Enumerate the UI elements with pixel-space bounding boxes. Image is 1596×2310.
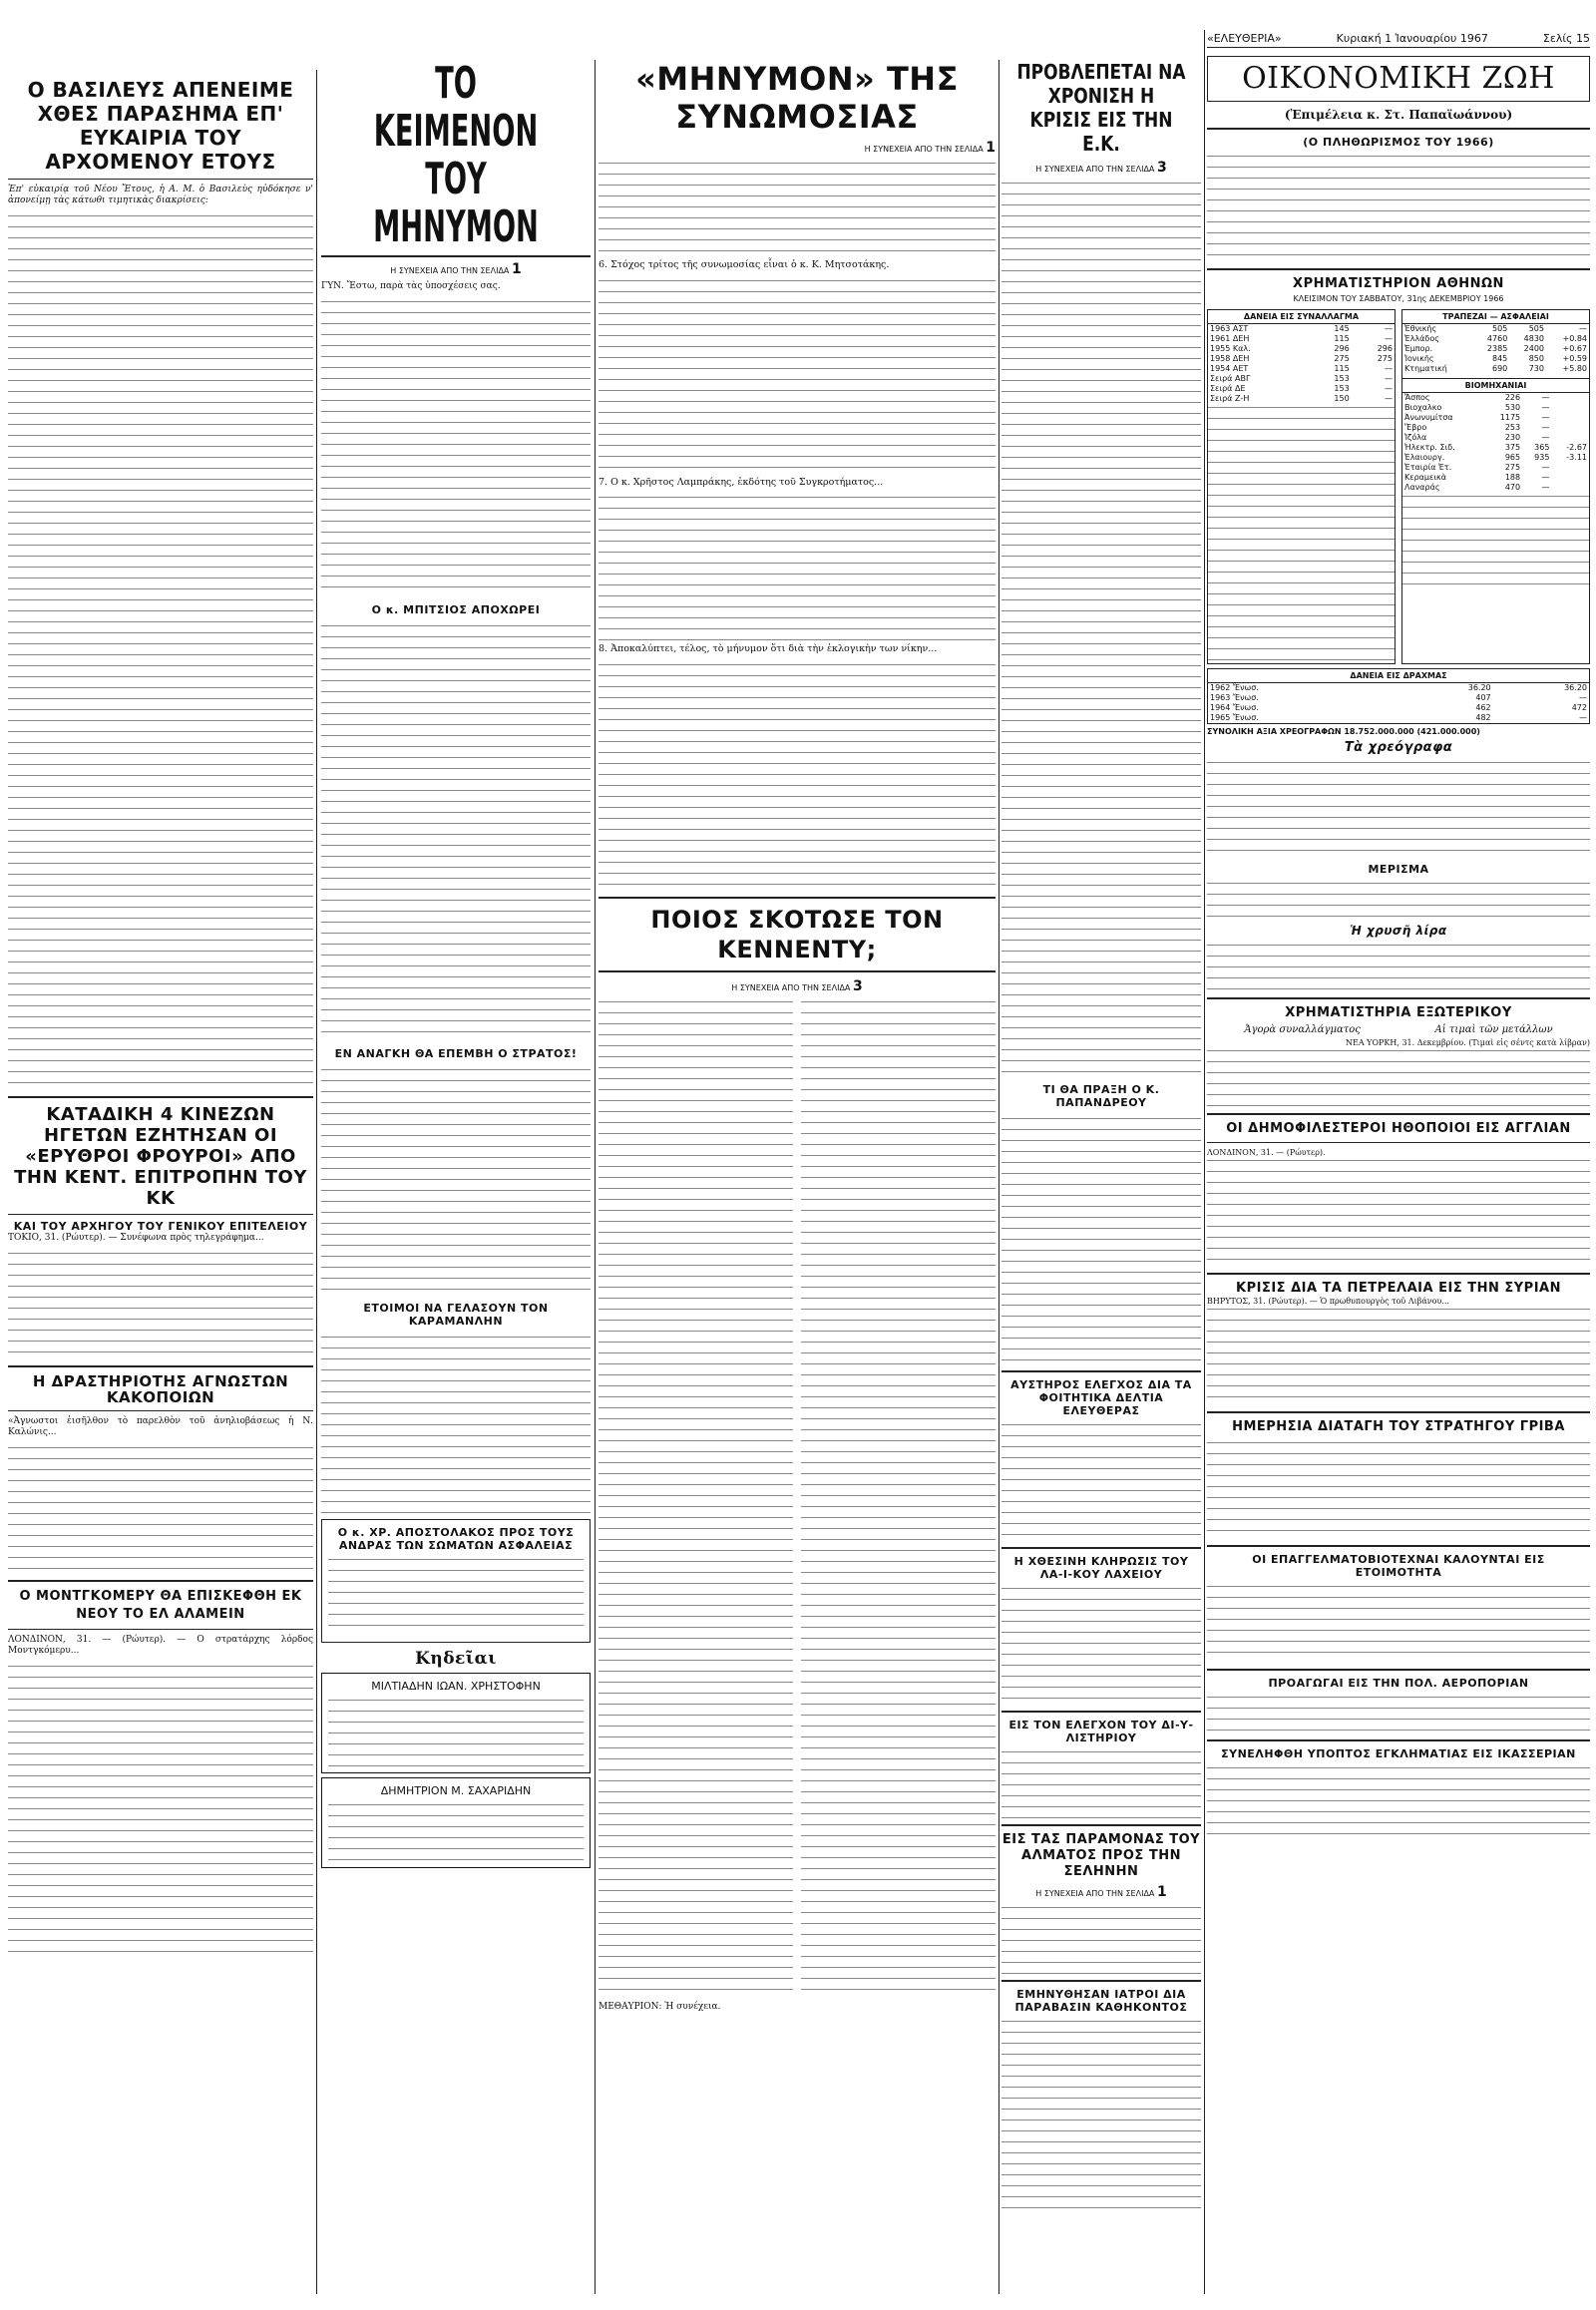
industries-row: [1402, 473, 1589, 483]
drachma-row-cell: 482: [1475, 713, 1491, 722]
loans-table: [1208, 324, 1395, 404]
industries-row-cell: 470: [1504, 483, 1521, 492]
industries-row-cell: Ἐταιρία Ἐτ.: [1404, 463, 1452, 472]
headline-student-cards: ΑΥΣΤΗΡΟΣ ΕΛΕΓΧΟΣ ΔΙΑ ΤΑ ΦΟΙΤΗΤΙΚΑ ΔΕΛΤΙΑ ΕΛΕΥΘΕΡΑΣ: [1010, 1378, 1192, 1417]
banks-row-cell: 4760: [1486, 334, 1508, 343]
article-body: [598, 494, 996, 643]
headline-unknown-criminals: Η ΔΡΑΣΤΗΡΙΟΤΗΣ ΑΓΝΩΣΤΩΝ ΚΑΚΟΠΟΙΩΝ: [32, 1372, 289, 1406]
banks-table: [1402, 324, 1589, 374]
article-body: [1207, 1047, 1590, 1107]
article-body-left: [598, 998, 793, 1996]
gold-title: Ἡ χρυσῆ λίρα: [1350, 924, 1447, 938]
loans-row-cell: 1955 Καλ.: [1210, 344, 1251, 353]
article-body: [1001, 2018, 1201, 2217]
article-body: [321, 1334, 591, 1513]
banks-row: [1402, 344, 1589, 354]
lead-paragraph: Ἐπ' εὐκαιρίᾳ τοῦ Νέου Ἔτους, ἡ Α. Μ. ὁ Βασιλεὺς ηὐδόκησε ν' ἀπονείμῃ τὰς κάτωθι τιμητικὰς διακρίσεις:: [8, 185, 313, 205]
section-title-economy: ΟΙΚΟΝΟΜΙΚΗ ΖΩΗ: [1242, 61, 1555, 96]
continuation-page: 3: [1156, 160, 1167, 176]
industries-row-cell: Ἐλαιουργ.: [1404, 453, 1445, 462]
banks-row: [1402, 334, 1589, 344]
article-body: [1207, 942, 1590, 991]
headline-arrest: ΣΥΝΕΛΗΦΘΗ ΥΠΟΠΤΟΣ ΕΓΚΛΗΜΑΤΙΑΣ ΕΙΣ ΙΚΑΣΣΕΡΙΑΝ: [1221, 1747, 1576, 1760]
column-1: [8, 78, 313, 1962]
continuation-page: 1: [511, 261, 522, 277]
foreign-exchange-title: ΧΡΗΜΑΤΙΣΤΗΡΙΑ ΕΞΩΤΕΡΙΚΟΥ: [1285, 1005, 1512, 1020]
loans-row-cell: Σειρά Ζ-Η: [1210, 394, 1250, 403]
industries-row: [1402, 423, 1589, 433]
headline-moon: ΕΙΣ ΤΑΣ ΠΑΡΑΜΟΝΑΣ ΤΟΥ ΑΛΜΑΤΟΣ ΠΡΟΣ ΤΗΝ ΣΕΛΗΝΗΝ: [1001, 1832, 1201, 1879]
banks-row: [1402, 324, 1589, 334]
ny-dateline: ΝΕΑ ΥΟΡΚΗ, 31. Δεκεμβρίου. (Τιμαὶ εἰς σέντς κατὰ λίβραν): [1346, 1038, 1590, 1047]
loans-row-cell: 296: [1377, 344, 1393, 353]
article-body: [1207, 1583, 1590, 1663]
industries-row-cell: 1175: [1499, 413, 1521, 422]
total-value-line: ΣΥΝΟΛΙΚΗ ΑΞΙΑ ΧΡΕΟΓΡΑΦΩΝ 18.752.000.000 (421.000.000): [1207, 727, 1480, 736]
banks-row: [1402, 364, 1589, 374]
industries-row-cell: —: [1541, 463, 1550, 472]
drachma-row-cell: 472: [1571, 703, 1587, 712]
loans-row-cell: —: [1385, 334, 1393, 343]
headline-king-awards: Ο ΒΑΣΙΛΕΥΣ ΑΠΕΝΕΙΜΕ ΧΘΕΣ ΠΑΡΑΣΗΜΑ ΕΠ' ΕΥΚΑΙΡΙΑ ΤΟΥ ΑΡΧΟΜΕΝΟΥ ΕΤΟΥΣ: [27, 78, 294, 174]
continuation-note: Η ΣΥΝΕΧΕΙΑ ΑΠΟ ΤΗΝ ΣΕΛΙΔΑ 1: [390, 261, 522, 277]
loans-row-cell: 150: [1334, 394, 1350, 403]
industries-row: [1402, 443, 1589, 453]
funeral-name-1: ΜΙΛΤΙΑΔΗΝ ΙΩΑΝ. ΧΡΗΣΤΟΦΗΝ: [371, 1680, 541, 1693]
funerals-title: Κηδεῖαι: [415, 1649, 497, 1669]
column-rule: [316, 70, 317, 2294]
industries-row-cell: —: [1541, 393, 1550, 402]
industries-row-cell: —: [1541, 413, 1550, 422]
subhead-papandreou: ΤΙ ΘΑ ΠΡΑΞΗ Ο Κ. ΠΑΠΑΝΔΡΕΟΥ: [1042, 1083, 1160, 1109]
loans-row-cell: 115: [1334, 334, 1350, 343]
industries-table: [1402, 393, 1589, 493]
drachma-row-cell: 1962 Ἔνωσ.: [1210, 683, 1259, 692]
loans-row-cell: 153: [1334, 374, 1350, 383]
column-rule: [998, 60, 999, 2294]
loans-row-cell: 1954 ΑΕΤ: [1210, 364, 1249, 373]
foreign-sub: Ἀγορὰ συναλλάγματος: [1244, 1024, 1361, 1035]
drachma-row-cell: —: [1579, 713, 1587, 722]
subhead-army: ΕΝ ΑΝΑΓΚΗ ΘΑ ΕΠΕΜΒΗ Ο ΣΤΡΑΤΟΣ!: [334, 1047, 578, 1060]
loans-row: [1208, 364, 1395, 374]
loans-row-cell: —: [1385, 324, 1393, 333]
industries-row: [1402, 413, 1589, 423]
dateline-london: ΛΟΝΔΙΝΟΝ, 31. — (Ρώυτερ). — Ο στρατάρχης λόρδος Μοντγκόμερυ...: [8, 1635, 313, 1656]
industries-row: [1402, 463, 1589, 473]
banks-row-cell: 2400: [1523, 344, 1544, 353]
dialogue-line: ΓΥΝ. Ἔστω, παρὰ τὰς ὑποσχέσεις σας.: [321, 281, 501, 291]
industries-row-cell: Ἄσπος: [1404, 393, 1430, 402]
exchange-title: ΧΡΗΜΑΤΙΣΤΗΡΙΟΝ ΑΘΗΝΩΝ: [1293, 276, 1504, 291]
industries-row-cell: 935: [1534, 453, 1550, 462]
banks-row-cell: Ἐθνικῆς: [1404, 324, 1437, 333]
masthead-paper: «ΕΛΕΥΘΕΡΙΑ»: [1207, 32, 1282, 45]
industries-row-cell: 226: [1504, 393, 1521, 402]
article-body: [321, 298, 591, 597]
industries-row-cell: 230: [1504, 433, 1521, 442]
industries-row: [1402, 403, 1589, 413]
banks-row-cell: 4830: [1523, 334, 1544, 343]
loans-row: [1208, 334, 1395, 344]
bonds-title: Τὰ χρεόγραφα: [1344, 740, 1453, 755]
banks-row-cell: 850: [1528, 354, 1544, 363]
headline-chinese-leaders: ΚΑΤΑΔΙΚΗ 4 ΚΙΝΕΖΩΝ ΗΓΕΤΩΝ ΕΖΗΤΗΣΑΝ ΟΙ «ΕΡΥΘΡΟΙ ΦΡΟΥΡΟΙ» ΑΠΟ ΤΗΝ ΚΕΝΤ. ΕΠΙΤΡΟΠΗΝ ΤΟΥ ΚΚ: [14, 1104, 307, 1209]
headline-grivas: ΗΜΕΡΗΣΙΑ ΔΙΑΤΑΓΗ ΤΟΥ ΣΤΡΑΤΗΓΟΥ ΓΡΙΒΑ: [1232, 1419, 1565, 1434]
loans-row-cell: Σειρά ΔΕ: [1210, 384, 1246, 393]
subhead-mpitsios: Ο κ. ΜΠΙΤΣΙΟΣ ΑΠΟΧΩΡΕΙ: [371, 603, 541, 616]
article-body: [1207, 759, 1590, 859]
industries-row-cell: —: [1541, 423, 1550, 432]
metals-sub: Αἱ τιμαὶ τῶν μετάλλων: [1434, 1024, 1553, 1035]
column-2: [321, 60, 591, 1872]
article-body: [8, 1250, 313, 1359]
drachma-table: [1208, 683, 1589, 723]
industries-row: [1402, 453, 1589, 463]
article-body: [321, 622, 591, 1041]
banks-row-cell: 845: [1492, 354, 1508, 363]
banks-row-cell: Ἰονικῆς: [1404, 354, 1434, 363]
continuation-note: Η ΣΥΝΕΧΕΙΑ ΑΠΟ ΤΗΝ ΣΕΛΙΔΑ 1: [864, 140, 996, 156]
loans-row-cell: 1961 ΔΕΗ: [1210, 334, 1250, 343]
article-body: [321, 1066, 591, 1296]
industries-row-cell: Ἔβρο: [1404, 423, 1427, 432]
article-body: [1001, 1421, 1201, 1541]
drachma-row-cell: —: [1579, 693, 1587, 702]
loans-row: [1208, 344, 1395, 354]
article-body: [1207, 1306, 1590, 1405]
loans-row: [1208, 324, 1395, 334]
banks-row-cell: Ἐμπορ.: [1404, 344, 1433, 353]
drachma-row-cell: 407: [1475, 693, 1491, 702]
loans-row-cell: 115: [1334, 364, 1350, 373]
industries-row-cell: Ἠλεκτρ. Σιδ.: [1404, 443, 1455, 452]
banks-row-cell: 505: [1528, 324, 1544, 333]
loans-row-cell: 1963 ΑΣΤ: [1210, 324, 1249, 333]
industries-row: [1402, 433, 1589, 443]
article-body: [1001, 1748, 1201, 1818]
industries-row-cell: —: [1541, 403, 1550, 412]
loans-row-cell: 275: [1377, 354, 1393, 363]
article-body: [8, 1444, 313, 1574]
headline-filter: ΕΙΣ ΤΟΝ ΕΛΕΓΧΟΝ ΤΟΥ ΔΙ-Υ-ΛΙΣΤΗΡΙΟΥ: [1008, 1719, 1194, 1744]
headline-conspiracy-message: «ΜΗΝΥΜΟΝ» ΤΗΣ ΣΥΝΩΜΟΣΙΑΣ: [635, 60, 959, 136]
headline-craftsmen: ΟΙ ΕΠΑΓΓΕΛΜΑΤΟΒΙΟΤΕΧΝΑΙ ΚΑΛΟΥΝΤΑΙ ΕΙΣ ΕΤΟΙΜΟΤΗΤΑ: [1252, 1553, 1545, 1579]
drachma-row-cell: 36.20: [1564, 683, 1587, 692]
banks-row-cell: 730: [1528, 364, 1544, 373]
headline-airforce: ΠΡΟΑΓΩΓΑΙ ΕΙΣ ΤΗΝ ΠΟΛ. ΑΕΡΟΠΟΡΙΑΝ: [1268, 1677, 1529, 1690]
banks-row-cell: Ἑλλάδος: [1404, 334, 1439, 343]
article-body: [1207, 1157, 1590, 1267]
drachma-row-cell: 1964 Ἔνωσ.: [1210, 703, 1259, 712]
headline-lottery: Η ΧΘΕΣΙΝΗ ΚΛΗΡΩΣΙΣ ΤΟΥ ΛΑ-Ι-ΚΟΥ ΛΑΧΕΙΟΥ: [1013, 1555, 1189, 1581]
loans-row-cell: 145: [1334, 324, 1350, 333]
industries-row-cell: Ἰζόλα: [1404, 433, 1427, 442]
article-body: [598, 277, 996, 477]
subhead-inflation: (Ο ΠΛΗΘΩΡΙΣΜΟΣ ΤΟΥ 1966): [1303, 136, 1494, 149]
tomorrow-note: ΜΕΘΑΥΡΙΟΝ: Ἡ συνέχεια.: [598, 2001, 721, 2012]
actors-dateline: ΛΟΝΔΙΝΟΝ, 31. — (Ρώυτερ).: [1207, 1148, 1326, 1157]
article-body: [8, 212, 313, 1090]
drachma-row-cell: 1965 Ἔνωσ.: [1210, 713, 1259, 722]
banks-header: ΤΡΑΠΕΖΑΙ — ΑΣΦΑΛΕΙΑΙ: [1402, 310, 1589, 324]
continuation-note: Η ΣΥΝΕΧΕΙΑ ΑΠΟ ΤΗΝ ΣΕΛΙΔΑ 1: [1035, 1884, 1167, 1900]
headline-syria: ΚΡΙΣΙΣ ΔΙΑ ΤΑ ΠΕΤΡΕΛΑΙΑ ΕΙΣ ΤΗΝ ΣΥΡΙΑΝ: [1236, 1281, 1561, 1296]
loans-row-cell: —: [1385, 364, 1393, 373]
headline-actors: ΟΙ ΔΗΜΟΦΙΛΕΣΤΕΡΟΙ ΗΘΟΠΟΙΟΙ ΕΙΣ ΑΓΓΛΙΑΝ: [1226, 1121, 1571, 1136]
loans-row: [1208, 384, 1395, 394]
industries-row-cell: 965: [1504, 453, 1521, 462]
loans-row-cell: 153: [1334, 384, 1350, 393]
box-apostolakos: Ο κ. ΧΡ. ΑΠΟΣΤΟΛΑΚΟΣ ΠΡΟΣ ΤΟΥΣ ΑΝΔΡΑΣ ΤΩΝ ΣΩΜΑΤΩΝ ΑΣΦΑΛΕΙΑΣ: [337, 1526, 575, 1552]
banks-row-cell: +0.67: [1562, 344, 1587, 353]
industries-row-cell: Κεραμεικὰ: [1404, 473, 1447, 482]
headline-crisis-ek: ΠΡΟΒΛΕΠΕΤΑΙ ΝΑ ΧΡΟΝΙΣΗ Η ΚΡΙΣΙΣ ΕΙΣ ΤΗΝ Ε.Κ.: [1016, 60, 1186, 156]
continuation-note: Η ΣΥΝΕΧΕΙΑ ΑΠΟ ΤΗΝ ΣΕΛΙΔΑ 3: [731, 977, 863, 994]
industries-row-cell: 275: [1504, 463, 1521, 472]
industries-row-cell: Βιοχαλκο: [1404, 403, 1442, 412]
subhead-chief-of-staff: ΚΑΙ ΤΟΥ ΑΡΧΗΓΟΥ ΤΟΥ ΓΕΝΙΚΟΥ ΕΠΙΤΕΛΕΙΟΥ: [13, 1220, 308, 1233]
drachma-row: [1208, 683, 1589, 693]
continuation-page: 3: [852, 977, 863, 994]
article-body-right: [801, 998, 996, 1996]
loans-row: [1208, 394, 1395, 404]
loans-row-cell: 296: [1334, 344, 1350, 353]
industries-row-cell: 365: [1534, 443, 1550, 452]
column-3: [598, 60, 996, 2019]
headline-montgomery: Ο ΜΟΝΤΓΚΟΜΕΡΥ ΘΑ ΕΠΙΣΚΕΦΘΗ ΕΚ ΝΕΟΥ ΤΟ ΕΛ ΑΛΑΜΕΙΝ: [19, 1589, 302, 1622]
article-body: [1001, 1585, 1201, 1705]
article-body: [598, 160, 996, 259]
column-5: [1207, 32, 1590, 1834]
industries-row-cell: —: [1541, 473, 1550, 482]
industries-row-cell: -2.67: [1566, 443, 1587, 452]
drachma-header: ΔΑΝΕΙΑ ΕΙΣ ΔΡΑΧΜΑΣ: [1208, 669, 1589, 683]
loans-row-cell: 275: [1334, 354, 1350, 363]
loans-header: ΔΑΝΕΙΑ ΕΙΣ ΣΥΝΑΛΛΑΓΜΑ: [1208, 310, 1395, 324]
headline-message-text-bottom: ΤΟΥ ΜΗΝΥΜΟΝ: [373, 154, 539, 252]
masthead-date: Κυριακή 1 Ἰανουαρίου 1967: [1336, 32, 1488, 45]
banks-row-cell: 690: [1492, 364, 1508, 373]
point-6: 6. Στόχος τρίτος τῆς συνωμοσίας εἶναι ὁ κ. Κ. Μητσοτάκης.: [598, 259, 890, 270]
article-body: [1207, 1439, 1590, 1539]
headline-doctors: ΕΜΗΝΥΘΗΣΑΝ ΙΑΤΡΟΙ ΔΙΑ ΠΑΡΑΒΑΣΙΝ ΚΑΘΗΚΟΝΤΟΣ: [1014, 1988, 1188, 2014]
masthead-page: Σελίς 15: [1542, 32, 1590, 45]
industries-row: [1402, 393, 1589, 403]
point-7: 7. Ο κ. Χρῆστος Λαμπράκης, ἐκδότης τοῦ Συγκροτήματος...: [598, 476, 884, 488]
banks-row-cell: 505: [1492, 324, 1508, 333]
subhead-karamanlis: ΕΤΟΙΜΟΙ ΝΑ ΓΕΛΑΣΟΥΝ ΤΟΝ ΚΑΡΑΜΑΝΛΗΝ: [363, 1302, 549, 1328]
lead-criminals: «Ἀγνωστοι ἐισῆλθον τὸ παρελθὸν τοῦ ἀνηλιοβάσεως ἡ Ν. Καλώνις...: [8, 1416, 313, 1437]
article-body: [8, 1663, 313, 1962]
article-body: [1001, 1904, 1201, 1974]
exchange-sub: ΚΛΕΙΣΙΜΟΝ ΤΟΥ ΣΑΒΒΑΤΟΥ, 31ης ΔΕΚΕΜΒΡΙΟΥ 1966: [1293, 294, 1504, 303]
loans-row-cell: 1958 ΔΕΗ: [1210, 354, 1250, 363]
column-4: [1001, 60, 1201, 2217]
banks-row-cell: +5.80: [1562, 364, 1587, 373]
loans-row-cell: —: [1385, 384, 1393, 393]
article-body: [1207, 153, 1590, 262]
banks-row-cell: —: [1579, 324, 1587, 333]
loans-row-cell: Σειρά ΑΒΓ: [1210, 374, 1251, 383]
drachma-row: [1208, 693, 1589, 703]
dividend-title: ΜΕΡΙΣΜΑ: [1368, 863, 1429, 876]
column-rule: [1204, 30, 1205, 2294]
industries-row-cell: Λαναράς: [1404, 483, 1440, 492]
drachma-row: [1208, 713, 1589, 723]
article-body: [1001, 1115, 1201, 1364]
syria-dateline: ΒΗΡΥΤΟΣ, 31. (Ρώυτερ). — Ὁ πρωθυπουργὸς τοῦ Λιβάνου...: [1207, 1297, 1449, 1306]
loans-row: [1208, 354, 1395, 364]
article-body: [1207, 880, 1590, 920]
banks-row-cell: +0.84: [1562, 334, 1587, 343]
industries-row-cell: —: [1541, 483, 1550, 492]
industries-row: [1402, 483, 1589, 493]
drachma-row: [1208, 703, 1589, 713]
banks-row: [1402, 354, 1589, 364]
article-body: [1207, 1764, 1590, 1834]
loans-row-cell: —: [1385, 374, 1393, 383]
masthead-line: [1207, 32, 1590, 48]
headline-kennedy: ΠΟΙΟΣ ΣΚΟΤΩΣΕ ΤΟΝ ΚΕΝΝΕΝΤΥ;: [650, 905, 944, 963]
column-rule: [595, 60, 596, 2294]
editor-line: (Ἐπιμέλεια κ. Στ. Παπαϊωάννου): [1284, 108, 1513, 122]
banks-row-cell: 2385: [1486, 344, 1508, 353]
continuation-page: 1: [986, 140, 996, 156]
drachma-row-cell: 36.20: [1467, 683, 1491, 692]
headline-message-text-top: ΤΟ ΚΕΙΜΕΝΟΝ: [373, 60, 539, 157]
industries-row-cell: 530: [1504, 403, 1521, 412]
industries-row-cell: 375: [1504, 443, 1521, 452]
funeral-name-2: ΔΗΜΗΤΡΙΟΝ Μ. ΣΑΧΑΡΙΔΗΝ: [380, 1784, 532, 1797]
banks-row-cell: Κτηματική: [1404, 364, 1447, 373]
industries-header: ΒΙΟΜΗΧΑΝΙΑΙ: [1402, 378, 1589, 393]
article-body: [1207, 1694, 1590, 1733]
article-body: [1001, 180, 1201, 1077]
banks-row-cell: +0.59: [1562, 354, 1587, 363]
article-body: [598, 661, 996, 891]
industries-row-cell: Ἀνωνυμίτσα: [1404, 413, 1453, 422]
continuation-page: 1: [1156, 1884, 1167, 1900]
dateline-tokyo: ΤΟΚΙΟ, 31. (Ρώυτερ). — Συνέφωνα πρὸς τηλεγράφημα...: [8, 1233, 264, 1243]
industries-row-cell: 253: [1504, 423, 1521, 432]
industries-row-cell: -3.11: [1566, 453, 1587, 462]
industries-row-cell: 188: [1504, 473, 1521, 482]
point-8: 8. Ἀποκαλύπτει, τέλος, τὸ μήνυμον ὅτι διὰ τὴν ἐκλογικὴν των νίκην...: [598, 643, 938, 654]
continuation-note: Η ΣΥΝΕΧΕΙΑ ΑΠΟ ΤΗΝ ΣΕΛΙΔΑ 3: [1035, 160, 1167, 176]
loans-row: [1208, 374, 1395, 384]
loans-row-cell: —: [1385, 394, 1393, 403]
drachma-row-cell: 1963 Ἔνωσ.: [1210, 693, 1259, 702]
drachma-row-cell: 462: [1475, 703, 1491, 712]
industries-row-cell: —: [1541, 433, 1550, 442]
